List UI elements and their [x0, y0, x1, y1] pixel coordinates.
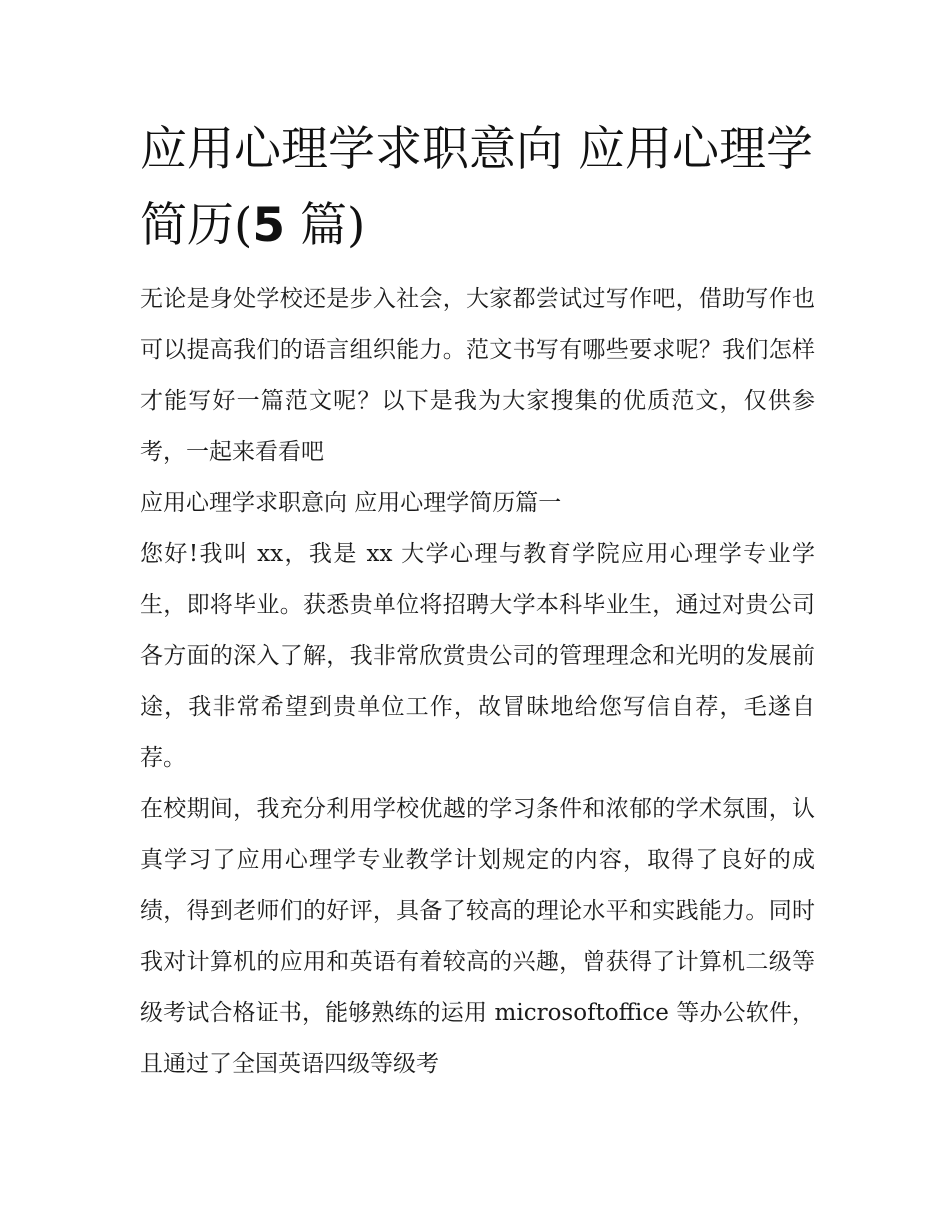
title-text-part1: 应用心理学求职意向 应用心理学简历(	[140, 122, 813, 253]
document-title	[140, 112, 815, 264]
section-heading: 应用心理学求职意向 应用心理学简历篇一	[140, 490, 562, 516]
title-text-part2: 篇)	[285, 198, 366, 253]
body-paragraph-2: 在校期间，我充分利用学校优越的学习条件和浓郁的学术氛围，认真学习了应用心理学专业教学计划规定的内容，取得了良好的成绩，得到老师们的好评，具备了较高的理论水平和实践能力。同时我对计算机的应用和英语有着较高的兴趣，曾获得了计算机二级等级考试合格证书，能够熟练的运用 microsoftoffice 等办公软件，且通过了全国英语四级等级考	[140, 796, 815, 1077]
body-paragraph-1: 您好!我叫 xx，我是 xx 大学心理与教育学院应用心理学专业学生，即将毕业。获悉贵单位将招聘大学本科毕业生，通过对贵公司各方面的深入了解，我非常欣赏贵公司的管理理念和光明的发展前途，我非常希望到贵单位工作，故冒昧地给您写信自荐，毛遂自荐。	[140, 541, 815, 771]
title-count: 5	[252, 198, 286, 253]
document-page	[140, 112, 815, 1090]
intro-paragraph: 无论是身处学校还是步入社会，大家都尝试过写作吧，借助写作也可以提高我们的语言组织能力。范文书写有哪些要求呢？我们怎样才能写好一篇范文呢？以下是我为大家搜集的优质范文，仅供参考，一起来看看吧	[140, 286, 815, 465]
